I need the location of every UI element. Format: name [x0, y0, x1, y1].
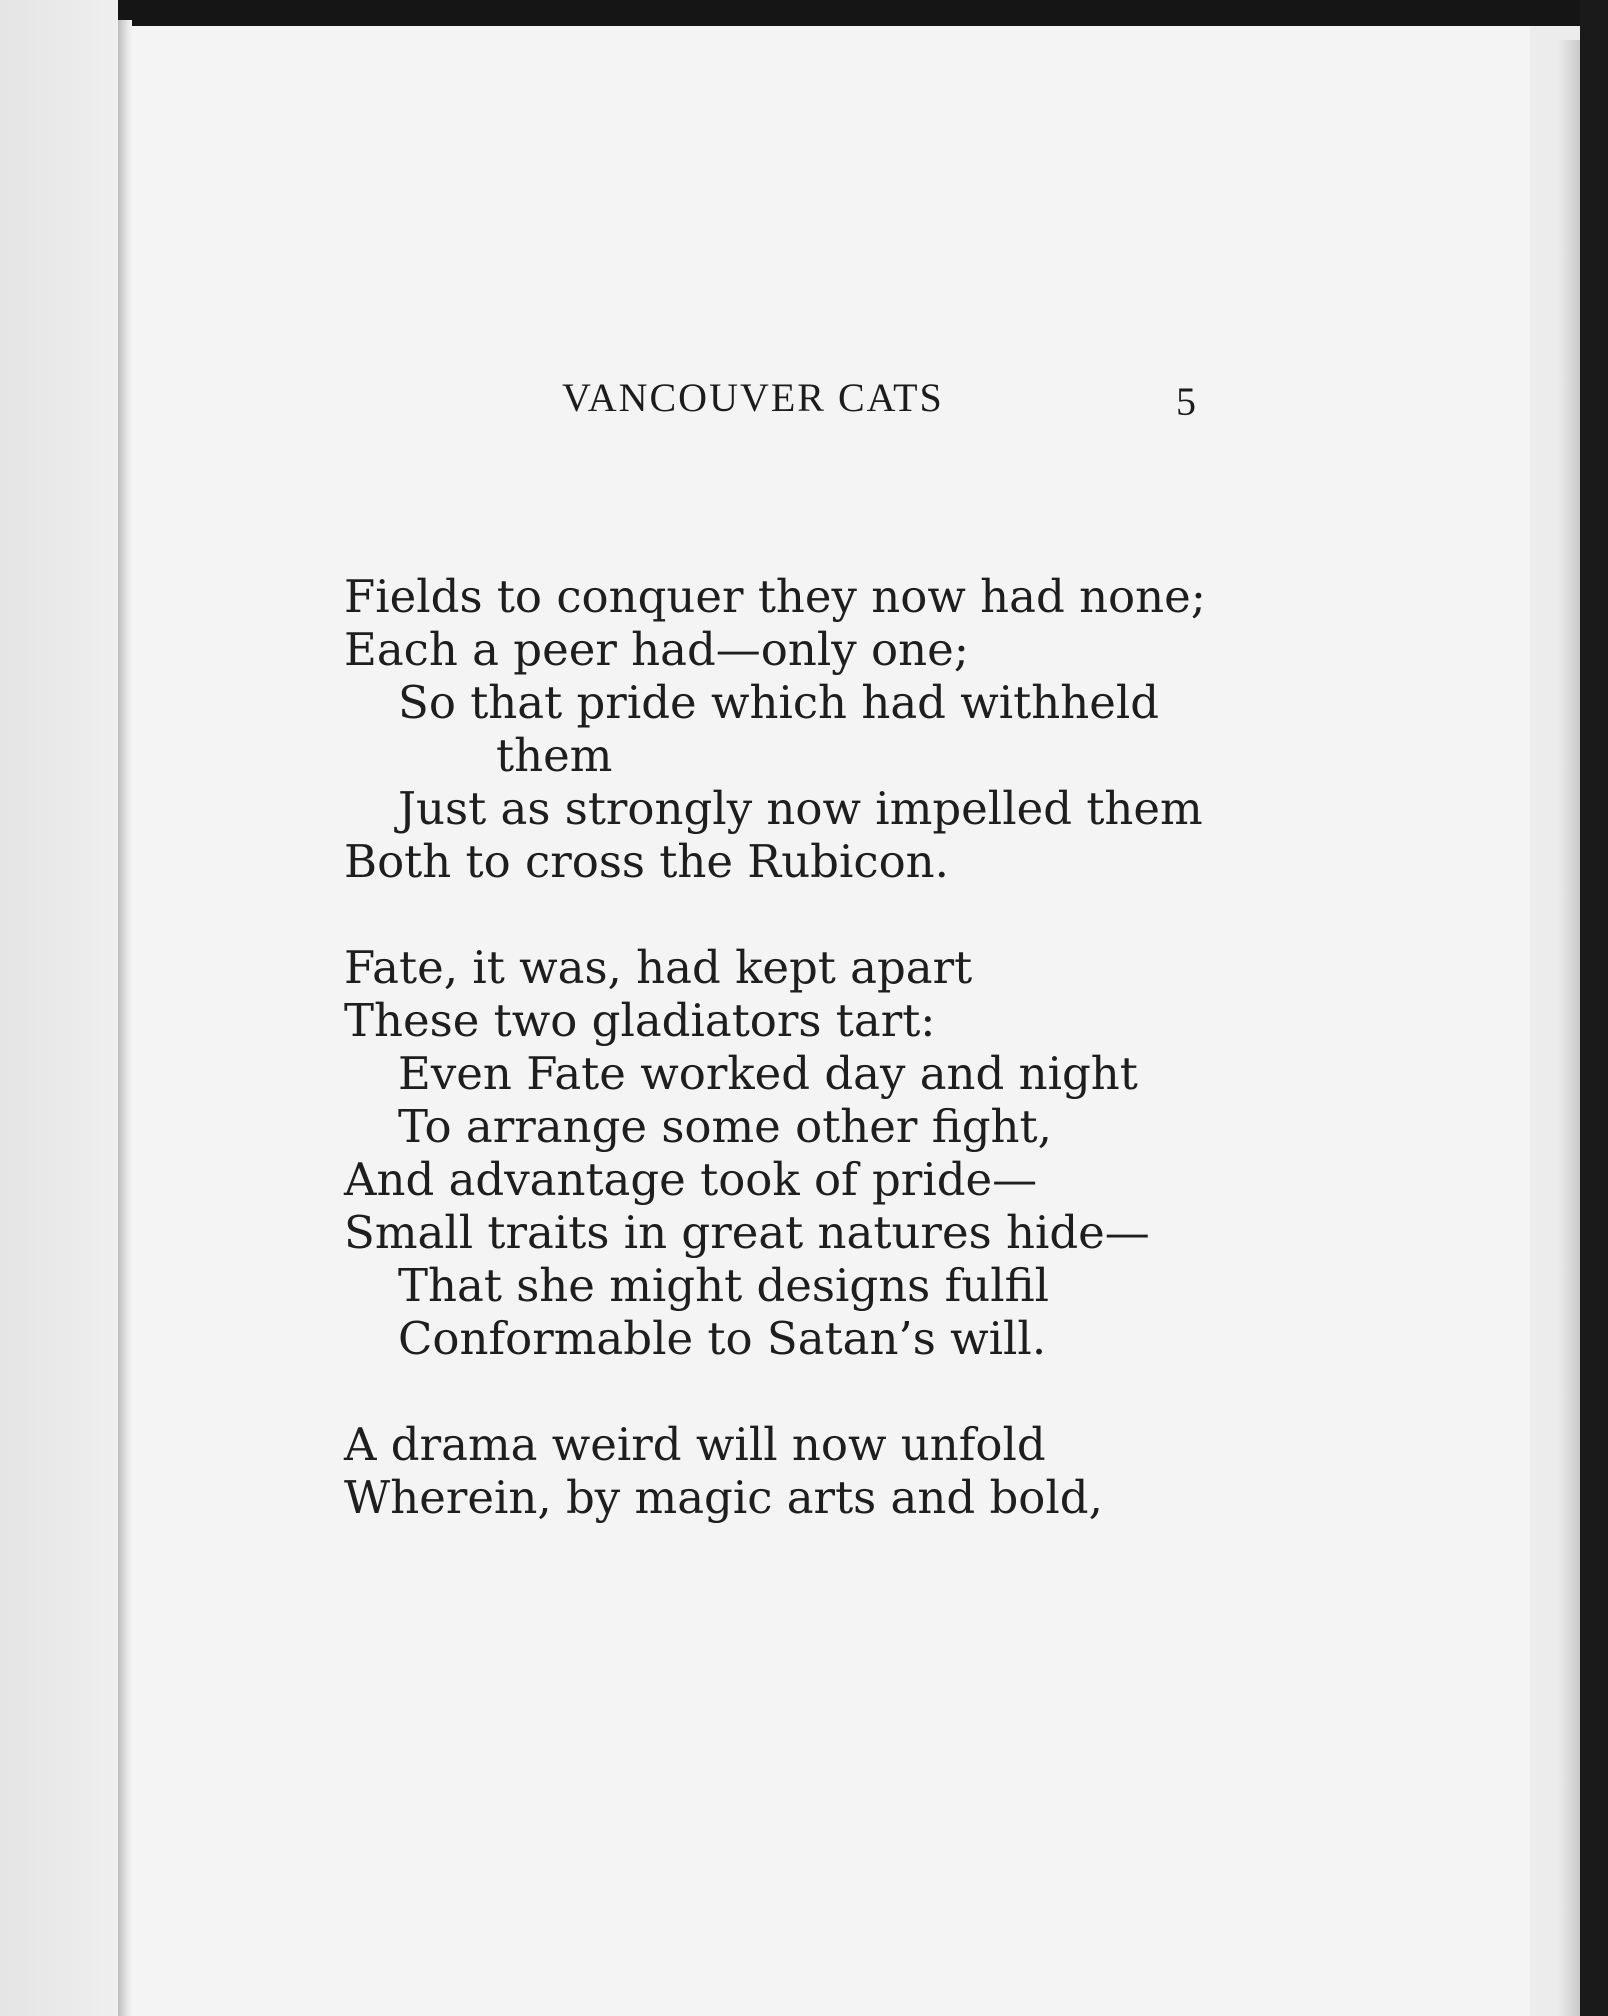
stanza-1: [344, 570, 1244, 888]
book-gutter: [118, 20, 132, 2016]
verse-line-continuation: them: [496, 729, 613, 782]
verse-line: That she might designs fulfil: [398, 1259, 1050, 1312]
page-edge-shadow: [1558, 40, 1580, 2016]
verse-line: Small traits in great natures hide—: [344, 1206, 1150, 1259]
verse-line: Both to cross the Rubicon.: [344, 835, 949, 888]
verse-line: And advantage took of pride—: [344, 1153, 1038, 1206]
page-number: 5: [1176, 379, 1196, 424]
stanza-2: [344, 941, 1244, 1365]
verse-line: Each a peer had—only one;: [344, 623, 969, 676]
verse-line: A drama weird will now unfold: [344, 1418, 1046, 1471]
running-head-title: VANCOUVER CATS: [562, 375, 944, 420]
verse-line: Fate, it was, had kept apart: [344, 941, 973, 994]
verse-line: To arrange some other fight,: [398, 1100, 1052, 1153]
verse-line: Even Fate worked day and night: [398, 1047, 1138, 1100]
verse-line: Fields to conquer they now had none;: [344, 570, 1206, 623]
verse-line: Just as strongly now impelled them: [398, 782, 1203, 835]
verse-line: So that pride which had withheld: [398, 676, 1160, 729]
verse-line: Conformable to Satan’s will.: [398, 1312, 1047, 1365]
facing-page-edge: [0, 0, 118, 2016]
verse-line: Wherein, by magic arts and bold,: [344, 1471, 1103, 1524]
stanza-3: [344, 1418, 1244, 1524]
scan-right-border: [1580, 0, 1608, 2016]
verse-line: These two gladiators tart:: [344, 994, 936, 1047]
scan-top-border: [0, 0, 1608, 26]
poem-text: [344, 570, 1244, 1524]
